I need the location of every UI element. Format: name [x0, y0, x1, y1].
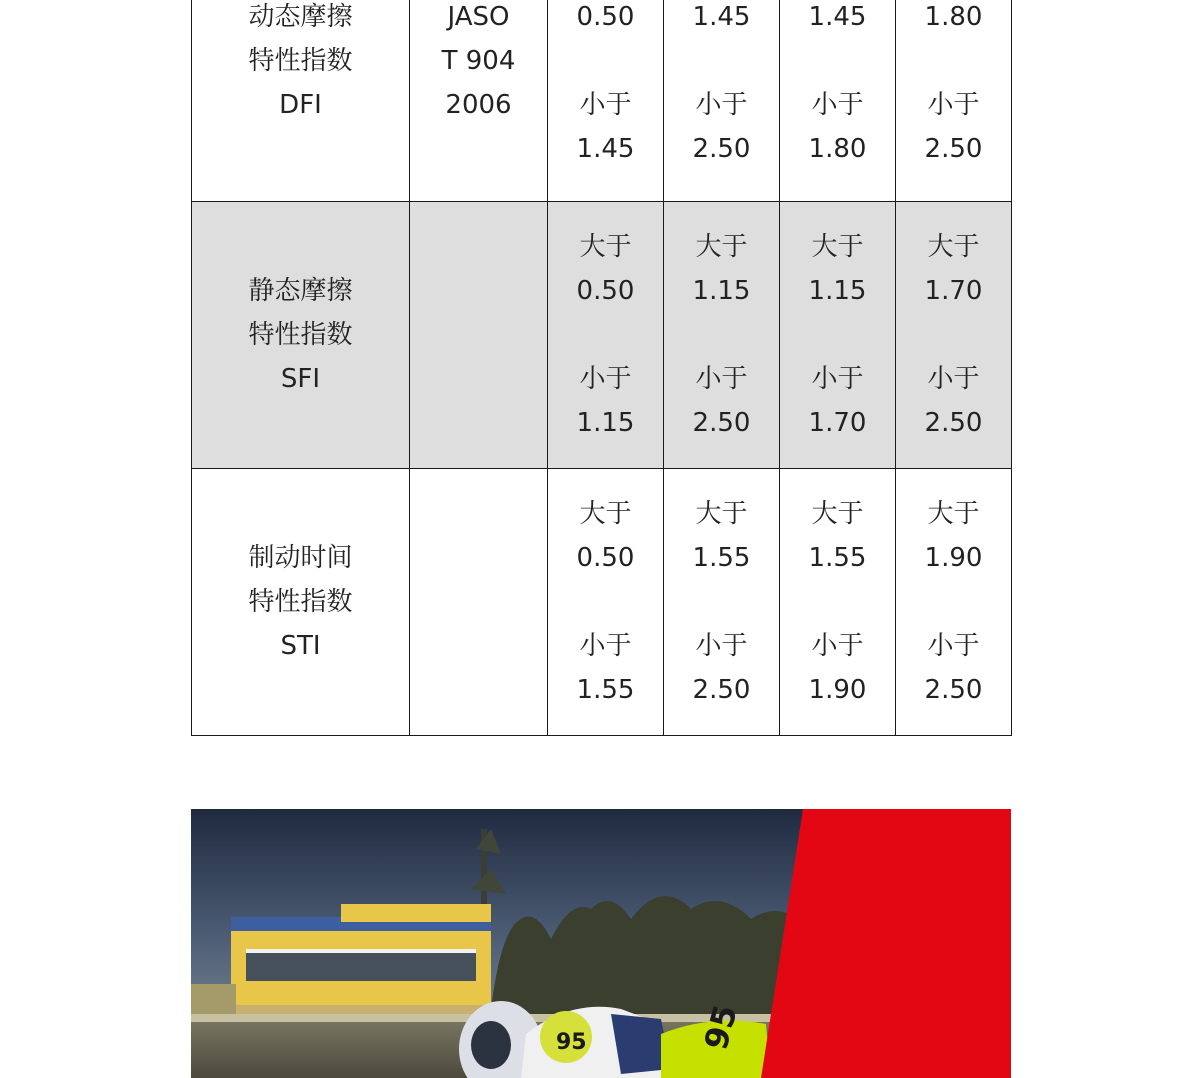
max-value: 2.50 — [692, 408, 751, 438]
max-value: 2.50 — [692, 134, 751, 164]
max-label: 小于 — [579, 90, 632, 120]
min-value: 0.50 — [576, 543, 635, 573]
standard-year: 2006 — [445, 90, 512, 120]
value-cell — [664, 469, 780, 736]
value-cell — [664, 0, 780, 202]
min-value: 1.80 — [924, 2, 983, 32]
property-name: 制动时间 — [248, 543, 353, 573]
min-value: 1.90 — [924, 543, 983, 573]
value-cell — [780, 202, 896, 469]
max-label: 小于 — [579, 631, 632, 661]
min-label: 大于 — [811, 232, 864, 262]
min-label: 大于 — [927, 232, 980, 262]
min-label: 大于 — [927, 499, 980, 529]
grandstand-building — [191, 904, 501, 1024]
property-code: SFI — [280, 364, 321, 394]
max-label: 小于 — [811, 364, 864, 394]
value-cell — [548, 202, 664, 469]
red-diagonal-stripe — [761, 809, 1011, 1078]
value-cell — [548, 469, 664, 736]
value-cell — [896, 469, 1012, 736]
table-row-sti — [192, 469, 1012, 736]
bike-number: 95 — [696, 1000, 745, 1054]
max-label: 小于 — [811, 90, 864, 120]
max-value: 2.50 — [924, 134, 983, 164]
min-label: 大于 — [579, 499, 632, 529]
standard-cell — [410, 0, 548, 202]
motorcycle-rider — [459, 1001, 771, 1078]
max-label: 小于 — [695, 631, 748, 661]
property-name: 动态摩擦 — [248, 2, 353, 32]
min-value: 1.55 — [808, 543, 867, 573]
min-value: 1.55 — [692, 543, 751, 573]
value-cell — [780, 0, 896, 202]
standard-code: T 904 — [441, 46, 516, 76]
value-cell — [780, 469, 896, 736]
standard-org: JASO — [447, 2, 510, 32]
rider-number: 95 — [556, 1030, 587, 1055]
min-value: 1.70 — [924, 276, 983, 306]
property-type: 特性指数 — [248, 587, 353, 617]
standard-cell — [410, 202, 548, 469]
standard-cell — [410, 469, 548, 736]
max-value: 1.15 — [576, 408, 635, 438]
min-value: 1.45 — [808, 2, 867, 32]
max-value: 2.50 — [924, 408, 983, 438]
max-label: 小于 — [927, 631, 980, 661]
property-cell — [192, 202, 410, 469]
max-label: 小于 — [695, 364, 748, 394]
min-value: 0.50 — [576, 276, 635, 306]
min-value: 0.50 — [576, 2, 635, 32]
property-code: STI — [280, 631, 321, 661]
property-type: 特性指数 — [248, 46, 353, 76]
racing-photo-banner — [191, 809, 1011, 1078]
property-code: DFI — [279, 90, 322, 120]
min-value: 1.45 — [692, 2, 751, 32]
min-label: 大于 — [695, 499, 748, 529]
table-row-sfi — [192, 202, 1012, 469]
value-cell — [548, 0, 664, 202]
min-label: 大于 — [695, 232, 748, 262]
min-value: 1.15 — [692, 276, 751, 306]
property-name: 静态摩擦 — [248, 276, 353, 306]
max-value: 1.90 — [808, 675, 867, 705]
property-cell — [192, 0, 410, 202]
max-value: 1.55 — [576, 675, 635, 705]
property-cell — [192, 469, 410, 736]
max-value: 1.45 — [576, 134, 635, 164]
min-label: 大于 — [811, 499, 864, 529]
max-value: 1.70 — [808, 408, 867, 438]
max-value: 2.50 — [924, 675, 983, 705]
spec-table — [191, 0, 1012, 736]
max-value: 2.50 — [692, 675, 751, 705]
value-cell — [896, 202, 1012, 469]
max-label: 小于 — [579, 364, 632, 394]
property-type: 特性指数 — [248, 320, 353, 350]
max-value: 1.80 — [808, 134, 867, 164]
min-value: 1.15 — [808, 276, 867, 306]
value-cell — [664, 202, 780, 469]
max-label: 小于 — [927, 90, 980, 120]
value-cell — [896, 0, 1012, 202]
table-row-dfi — [192, 0, 1012, 202]
max-label: 小于 — [811, 631, 864, 661]
max-label: 小于 — [695, 90, 748, 120]
min-label: 大于 — [579, 232, 632, 262]
racing-scene — [191, 809, 1011, 1078]
max-label: 小于 — [927, 364, 980, 394]
